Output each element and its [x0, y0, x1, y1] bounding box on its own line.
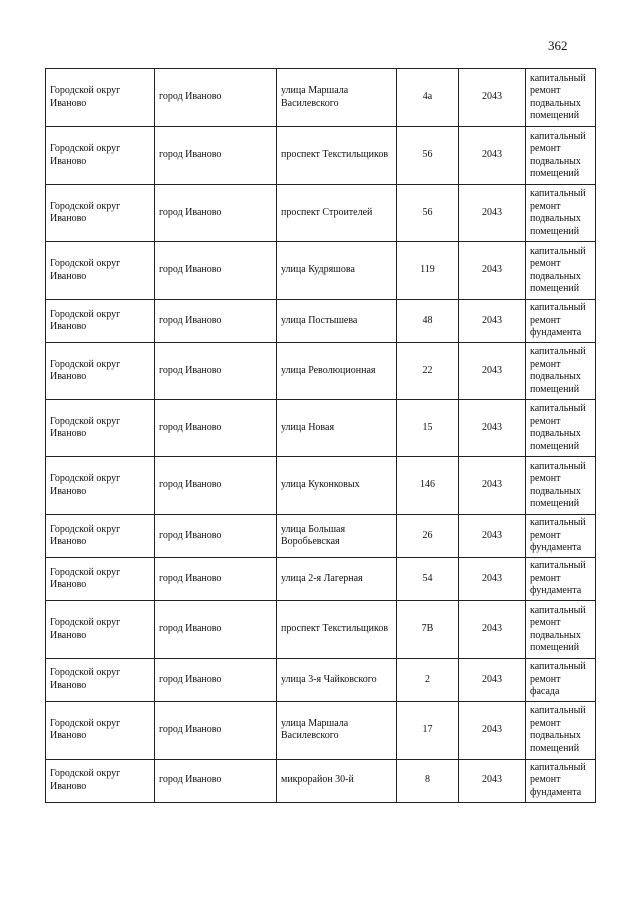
table-row	[46, 701, 596, 759]
district-cell: Городской округ Иваново	[46, 300, 155, 343]
house-number-cell: 7В	[397, 601, 459, 659]
table-row	[46, 558, 596, 601]
house-number-cell: 4а	[397, 69, 459, 127]
year-cell: 2043	[459, 601, 526, 659]
house-number-cell: 8	[397, 759, 459, 802]
district-cell: Городской округ Иваново	[46, 69, 155, 127]
year-cell: 2043	[459, 69, 526, 127]
work-type-cell: капитальный ремонт подвальных помещений	[526, 701, 596, 759]
street-cell: улица Кудряшова	[277, 242, 397, 300]
district-cell: Городской округ Иваново	[46, 185, 155, 242]
work-type-cell: капитальный ремонт подвальных помещений	[526, 343, 596, 400]
street-cell: проспект Строителей	[277, 185, 397, 242]
table-row	[46, 300, 596, 343]
house-number-cell: 17	[397, 701, 459, 759]
city-cell: город Иваново	[155, 127, 277, 185]
district-cell: Городской округ Иваново	[46, 400, 155, 457]
table-body	[46, 69, 596, 803]
city-cell: город Иваново	[155, 185, 277, 242]
house-number-cell: 15	[397, 400, 459, 457]
street-cell: улица Куконковых	[277, 457, 397, 515]
table-row	[46, 515, 596, 558]
year-cell: 2043	[459, 300, 526, 343]
house-number-cell: 146	[397, 457, 459, 515]
table-row	[46, 343, 596, 400]
work-type-cell: капитальный ремонт фундамента	[526, 558, 596, 601]
street-cell: проспект Текстильщиков	[277, 601, 397, 659]
work-type-cell: капитальный ремонт подвальных помещений	[526, 400, 596, 457]
street-cell: улица Маршала Василевского	[277, 701, 397, 759]
table-row	[46, 457, 596, 515]
street-cell: проспект Текстильщиков	[277, 127, 397, 185]
city-cell: город Иваново	[155, 242, 277, 300]
city-cell: город Иваново	[155, 759, 277, 802]
year-cell: 2043	[459, 242, 526, 300]
district-cell: Городской округ Иваново	[46, 601, 155, 659]
year-cell: 2043	[459, 457, 526, 515]
district-cell: Городской округ Иваново	[46, 127, 155, 185]
work-type-cell: капитальный ремонт фундамента	[526, 300, 596, 343]
street-cell: улица Новая	[277, 400, 397, 457]
work-type-cell: капитальный ремонт подвальных помещений	[526, 185, 596, 242]
city-cell: город Иваново	[155, 659, 277, 702]
house-number-cell: 56	[397, 127, 459, 185]
work-type-cell: капитальный ремонт подвальных помещений	[526, 457, 596, 515]
street-cell: улица 2-я Лагерная	[277, 558, 397, 601]
city-cell: город Иваново	[155, 601, 277, 659]
street-cell: улица 3-я Чайковского	[277, 659, 397, 702]
city-cell: город Иваново	[155, 558, 277, 601]
district-cell: Городской округ Иваново	[46, 242, 155, 300]
table-row	[46, 659, 596, 702]
table-row	[46, 185, 596, 242]
district-cell: Городской округ Иваново	[46, 558, 155, 601]
work-type-cell: капитальный ремонт фундамента	[526, 515, 596, 558]
house-number-cell: 22	[397, 343, 459, 400]
district-cell: Городской округ Иваново	[46, 759, 155, 802]
year-cell: 2043	[459, 400, 526, 457]
house-number-cell: 54	[397, 558, 459, 601]
city-cell: город Иваново	[155, 457, 277, 515]
street-cell: улица Постышева	[277, 300, 397, 343]
work-type-cell: капитальный ремонт подвальных помещений	[526, 69, 596, 127]
street-cell: улица Маршала Василевского	[277, 69, 397, 127]
house-number-cell: 48	[397, 300, 459, 343]
city-cell: город Иваново	[155, 400, 277, 457]
district-cell: Городской округ Иваново	[46, 457, 155, 515]
city-cell: город Иваново	[155, 300, 277, 343]
year-cell: 2043	[459, 759, 526, 802]
district-cell: Городской округ Иваново	[46, 659, 155, 702]
work-type-cell: капитальный ремонт подвальных помещений	[526, 601, 596, 659]
year-cell: 2043	[459, 701, 526, 759]
district-cell: Городской округ Иваново	[46, 515, 155, 558]
page-number: 362	[548, 38, 568, 53]
table-row	[46, 127, 596, 185]
year-cell: 2043	[459, 127, 526, 185]
table-row	[46, 759, 596, 802]
house-number-cell: 26	[397, 515, 459, 558]
city-cell: город Иваново	[155, 343, 277, 400]
year-cell: 2043	[459, 343, 526, 400]
table-row	[46, 69, 596, 127]
year-cell: 2043	[459, 185, 526, 242]
street-cell: улица Большая Воробьевская	[277, 515, 397, 558]
house-number-cell: 2	[397, 659, 459, 702]
work-type-cell: капитальный ремонт подвальных помещений	[526, 242, 596, 300]
city-cell: город Иваново	[155, 515, 277, 558]
district-cell: Городской округ Иваново	[46, 701, 155, 759]
work-type-cell: капитальный ремонт фасада	[526, 659, 596, 702]
table-row	[46, 601, 596, 659]
repair-schedule-table	[45, 68, 596, 803]
year-cell: 2043	[459, 558, 526, 601]
work-type-cell: капитальный ремонт фундамента	[526, 759, 596, 802]
house-number-cell: 119	[397, 242, 459, 300]
city-cell: город Иваново	[155, 701, 277, 759]
house-number-cell: 56	[397, 185, 459, 242]
table-row	[46, 242, 596, 300]
table-row	[46, 400, 596, 457]
street-cell: улица Революционная	[277, 343, 397, 400]
city-cell: город Иваново	[155, 69, 277, 127]
year-cell: 2043	[459, 515, 526, 558]
work-type-cell: капитальный ремонт подвальных помещений	[526, 127, 596, 185]
street-cell: микрорайон 30-й	[277, 759, 397, 802]
year-cell: 2043	[459, 659, 526, 702]
district-cell: Городской округ Иваново	[46, 343, 155, 400]
